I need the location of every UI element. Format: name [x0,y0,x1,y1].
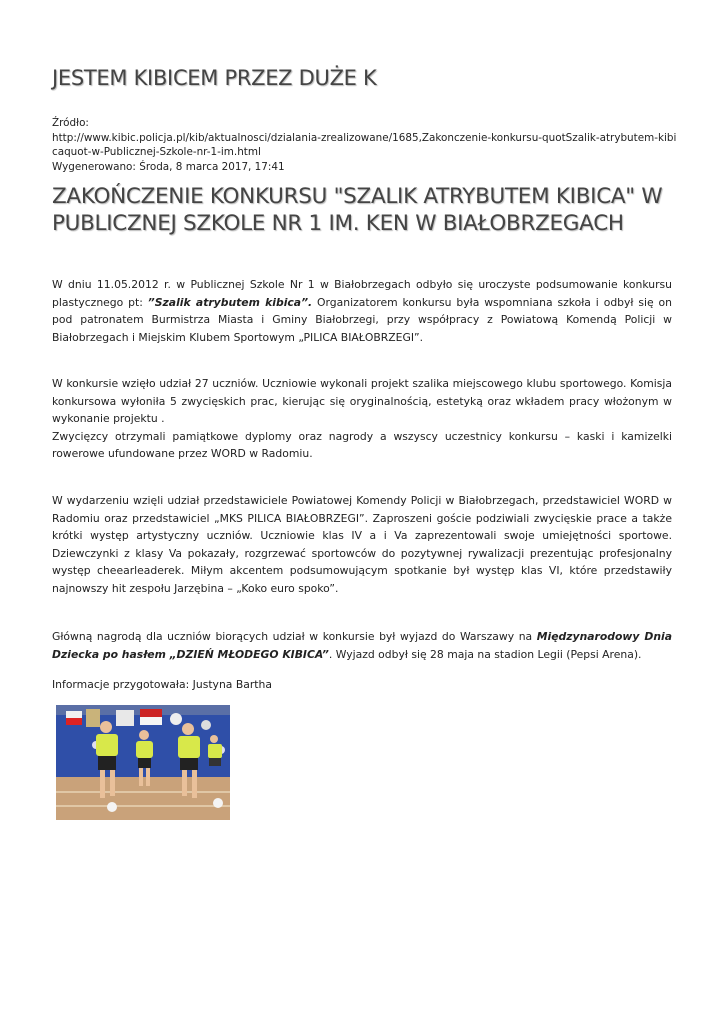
author-line: Informacje przygotowała: Justyna Bartha [52,678,272,691]
p2-text-b: Zwycięzcy otrzymali pamiątkowe dyplomy oraz nagrody a wszyscy uczestnicy konkursu – kaski i kamizelki rowerowe ufundowane przez WORD w Radomiu. [52,429,672,461]
source-info [52,116,677,174]
paragraph-4 [52,628,672,663]
event-photo [56,705,230,820]
p1-text-b: Organizatorem konkursu była wspomniana szkoła i odbył się on pod patronatem Burmistrza Miasta i Gminy Białobrzegi, przy współpracy z Powiatową Komendą Policji w Białobrzegach i Miejskim Klubem Sportowym „PILICA BIAŁOBRZEGI”. [52,295,672,344]
p4-text-a: Główną nagrodą dla uczniów biorących udział w konkursie był wyjazd do Warszawy na [52,630,537,643]
event-photo-illustration [56,705,230,820]
paragraph-2 [52,375,672,463]
p2-text-a: W konkursie wzięło udział 27 uczniów. Uczniowie wykonali projekt szalika miejscowego klubu sportowego. Komisja konkursowa wyłoniła 5 zwycięskich prac, kierując się oryginalnością, estetyką oraz wkładem pracy włożonym w wykonanie projektu . [52,377,672,426]
source-label: Źródło: [52,117,89,129]
generated-date: Wygenerowano: Środa, 8 marca 2017, 17:41 [52,160,285,173]
p1-text-a: W dniu 11.05.2012 r. w Publicznej Szkole Nr 1 w Białobrzegach odbyło się uroczyste podsumowanie konkursu plastycznego pt: [52,278,672,309]
p4-text-b: . Wyjazd odbył się 28 maja na stadion Legii (Pepsi Arena). [328,647,642,661]
paragraph-3: W wydarzeniu wzięli udział przedstawiciele Powiatowej Komendy Policji w Białobrzegach, przedstawiciel WORD w Radomiu oraz przedstawiciel „MKS PILICA BIAŁOBRZEGI”. Zaproszeni goście podziwiali zwycięskie prace a także krótki występ artystyczny uczniów. Uczniowie klas IV a i Va zaprezentowali swoje umiejętności sportowe. Dziewczynki z klasy Va pokazały, rozgrzewać sportowców do pozytywnej rywalizacji prezentując profesjonalny występ cheearleaderek. Miłym akcentem podsumowującym spotkanie był występ klas VI, które przedstawiły najnowszy hit zespołu Jarzębina – „Koko euro spoko”. [52,494,672,595]
article-title: ZAKOŃCZENIE KONKURSU "SZALIK ATRYBUTEM KIBICA" W PUBLICZNEJ SZKOLE NR 1 IM. KEN W BIAŁOBRZEGACH [52,184,663,236]
site-title: JESTEM KIBICEM PRZEZ DUŻE K [52,66,377,90]
p4-event-name: Międzynarodowy Dnia Dziecka po hasłem „DZIEŃ MŁODEGO KIBICA” [52,630,672,661]
paragraph-1 [52,276,672,346]
source-url[interactable]: http://www.kibic.policja.pl/kib/aktualnosci/dzialania-zrealizowane/1685,Zakonczenie-konkursu-quotSzalik-atrybutem-kibicaquot-w-Publicznej-Szkole-nr-1-im.html [52,131,677,159]
p1-contest-name: ”Szalik atrybutem kibica”. [147,295,313,309]
